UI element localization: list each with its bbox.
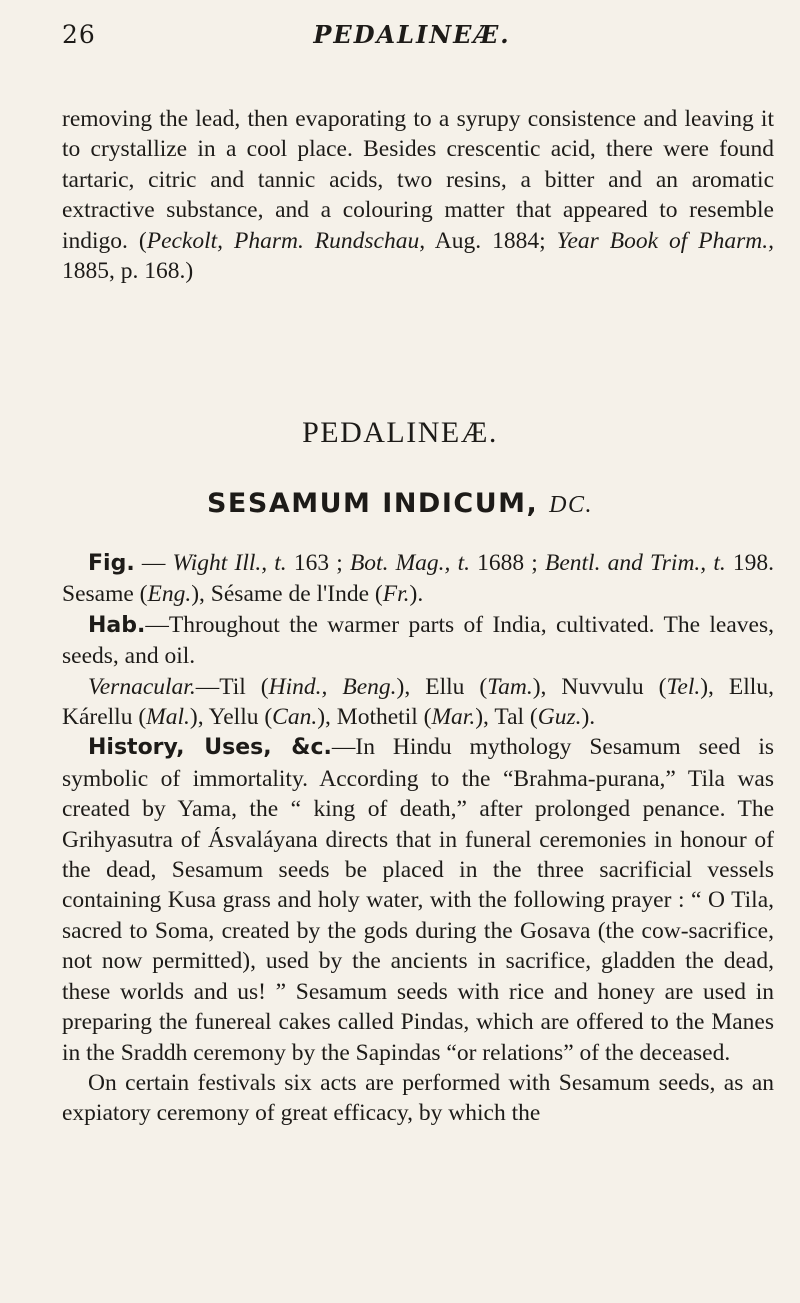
history-lead: History, Uses, &c. — [88, 735, 332, 761]
hab-lead: Hab. — [88, 612, 146, 638]
vernacular-text: ), Yellu ( — [189, 704, 273, 731]
fig-ref-botmag: Bot. Mag., t. — [349, 550, 470, 576]
hab-text: —Throughout the warmer parts of India, cultivated. The leaves, seeds, and oil. — [62, 611, 774, 670]
fig-lang-eng: Eng. — [147, 581, 192, 608]
page-header — [62, 20, 762, 60]
fig-text-2: 1688 ; — [469, 550, 545, 576]
fig-ref-wight: Wight Ill., t. — [172, 550, 287, 576]
intro-text-end: 1885, p. 168.) — [62, 258, 194, 285]
fig-text-5: ). — [409, 581, 424, 608]
page-number: 26 — [62, 20, 96, 49]
vernacular-text: ), Tal ( — [475, 704, 538, 731]
history-text: —In Hindu mythology Sesamum seed is symbolic of immortality. According to the “Brahma-purana,” Tila was created by Yama, the “ king of death,” after prolonged penance. The Grihyasutra of Ásvaláyana directs that in funeral ceremonies in honour of the dead, Sesamum seeds be placed in the three sacrificial vessels containing Kusa grass and holy water, with the following prayer : “ O Tila, sacred to Soma, created by the gods during the Gosava (the cow-sacrifice, not now permitted), used by the ancients in sacrifice, gladden the dead, these worlds and us! ” Sesamum seeds with rice and honey are used in preparing the funereal cakes called Pindas, which are offered to the Manes in the Sraddh ceremony by the Sapindas “or relations” of the deceased. — [62, 734, 774, 1066]
vernacular-text: ), Nuvvulu ( — [532, 673, 667, 700]
hab-paragraph — [62, 610, 774, 672]
species-name: SESAMUM INDICUM, — [206, 488, 539, 519]
last-paragraph — [62, 1068, 774, 1129]
fig-text-3: 198. Sesame ( — [62, 550, 775, 608]
entry-body — [62, 548, 774, 1129]
species-authority: DC. — [549, 492, 593, 518]
vernacular-lang: Mar. — [431, 704, 476, 731]
vernacular-text: —Til ( — [195, 673, 269, 700]
vernacular-lang: Mal. — [146, 704, 190, 731]
species-title — [0, 488, 800, 519]
citation-year-book: Year Book of Pharm., — [556, 227, 774, 254]
vernacular-lang: Tam. — [487, 673, 533, 700]
vernacular-text: ), Ellu ( — [396, 673, 488, 700]
vernacular-lead: Vernacular. — [88, 673, 196, 700]
section-title: PEDALINEÆ. — [302, 416, 498, 449]
vernacular-text: ). — [581, 704, 596, 731]
fig-lang-fr: Fr. — [382, 581, 410, 608]
intro-text: removing the lead, then evaporating to a syrupy consistence and leaving it to crystallize in a cool place. Besides crescentic acid, there were found tartaric, citric and tannic acids, two resins, a bitter and an aromatic extractive substance, and a colouring matter that appeared to resemble indigo. ( — [62, 106, 774, 254]
fig-lead: Fig. — [88, 551, 135, 576]
fig-text-1: 163 ; — [286, 550, 350, 576]
vernacular-lang: Guz. — [537, 704, 582, 731]
vernacular-text: ), Mothetil ( — [317, 704, 432, 731]
history-paragraph — [62, 732, 774, 1067]
intro-paragraph — [62, 104, 774, 286]
intro-text-mid: Aug. 1884; — [425, 227, 557, 254]
fig-text-4: ), Sésame de l'Inde ( — [191, 581, 383, 608]
vernacular-lang: Can. — [272, 704, 318, 731]
citation-peckolt: Peckolt, Pharm. Rundschau, — [146, 227, 426, 254]
fig-dash: — — [134, 550, 173, 576]
last-paragraph-text: On certain festivals six acts are performed with Sesamum seeds, as an expiatory ceremony of great efficacy, by which the — [62, 1069, 774, 1127]
vernacular-lang: Hind., Beng. — [268, 673, 397, 700]
fig-paragraph — [62, 548, 774, 610]
vernacular-text: ), Ellu, Kárellu ( — [62, 673, 774, 731]
fig-ref-bentl: Bentl. and Trim., t. — [544, 550, 726, 576]
vernacular-paragraph — [62, 672, 774, 733]
running-head: PEDALINEÆ. — [313, 20, 511, 49]
vernacular-lang: Tel. — [666, 673, 701, 700]
